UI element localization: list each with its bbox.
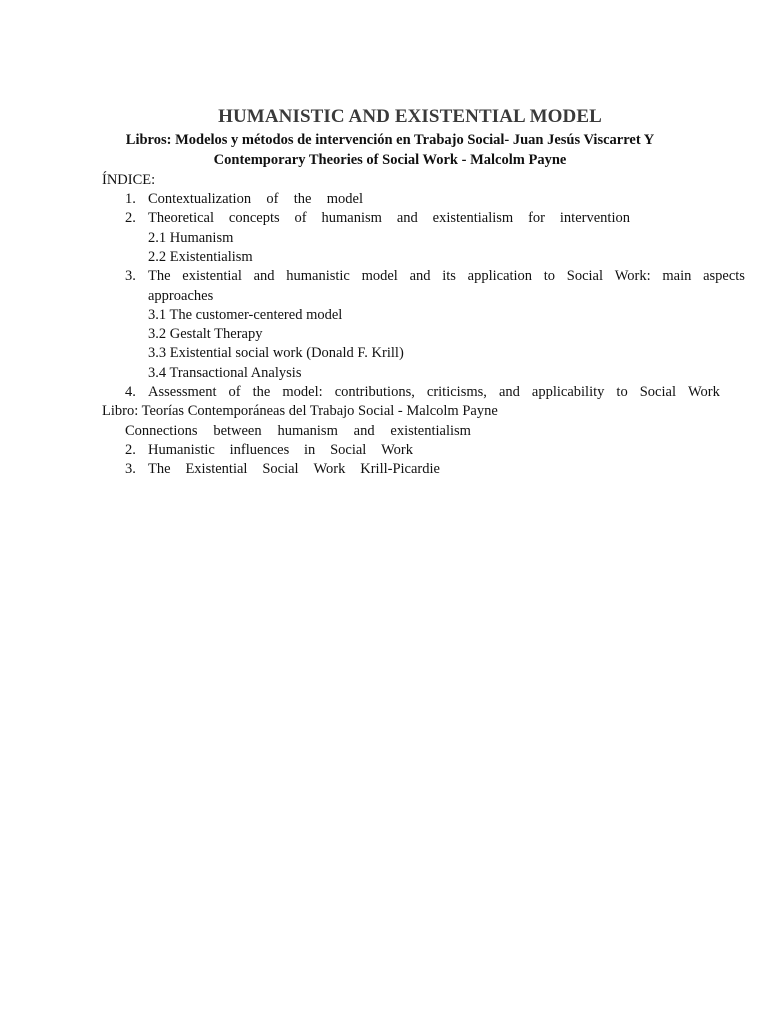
sub-item: 3.3 Existential social work (Donald F. Krill) bbox=[148, 345, 404, 361]
libro-line: Libro: Teorías Contemporáneas del Trabajo Social - Malcolm Payne bbox=[102, 403, 498, 419]
sub-item: 2.2 Existentialism bbox=[148, 249, 253, 265]
list-item-number: 3. bbox=[125, 461, 136, 477]
word: Work bbox=[688, 384, 720, 400]
word: of bbox=[294, 210, 307, 226]
word: Connections bbox=[125, 423, 198, 439]
word: for bbox=[528, 210, 546, 226]
word: Social bbox=[262, 461, 299, 477]
word: aspects bbox=[703, 268, 745, 284]
word: Work: bbox=[614, 268, 651, 284]
word: its bbox=[442, 268, 456, 284]
word: application bbox=[467, 268, 533, 284]
word: in bbox=[304, 442, 316, 458]
word: Existential bbox=[185, 461, 248, 477]
word: to bbox=[543, 268, 556, 284]
word: Assessment bbox=[148, 384, 217, 400]
list-item bbox=[125, 422, 471, 441]
list-item-text bbox=[148, 441, 413, 460]
list-item bbox=[148, 267, 745, 286]
word: model: bbox=[282, 384, 323, 400]
subtitle-books-line-1: Libros: Modelos y métodos de intervención en Trabajo Social- Juan Jesús Viscarret Y bbox=[125, 132, 655, 148]
word: existential bbox=[182, 268, 242, 284]
word: and bbox=[353, 423, 375, 439]
word: concepts bbox=[228, 210, 280, 226]
word: to bbox=[616, 384, 628, 400]
word: Theoretical bbox=[148, 210, 215, 226]
subtitle-books-line-2: Contemporary Theories of Social Work - Malcolm Payne bbox=[213, 152, 567, 168]
word: Work bbox=[313, 461, 346, 477]
list-item-number: 3. bbox=[125, 268, 136, 284]
word: The bbox=[148, 461, 171, 477]
word: Social bbox=[566, 268, 604, 284]
word: and bbox=[498, 384, 520, 400]
list-item bbox=[148, 441, 413, 460]
word: Krill-Picardie bbox=[360, 461, 440, 477]
word: of bbox=[228, 384, 241, 400]
word: humanism bbox=[277, 423, 338, 439]
sub-item: 3.1 The customer-centered model bbox=[148, 307, 343, 323]
sub-item: 2.1 Humanism bbox=[148, 230, 234, 246]
word: Contextualization bbox=[148, 191, 252, 207]
list-item-text bbox=[148, 190, 363, 209]
list-item bbox=[148, 209, 630, 228]
word: and bbox=[409, 268, 431, 284]
word: Humanistic bbox=[148, 442, 215, 458]
list-item-text bbox=[148, 267, 745, 286]
sub-item: 3.4 Transactional Analysis bbox=[148, 365, 302, 381]
word: existentialism bbox=[432, 210, 514, 226]
list-item-text bbox=[148, 383, 720, 402]
word: and bbox=[253, 268, 275, 284]
word: applicability bbox=[531, 384, 605, 400]
word: model bbox=[361, 268, 398, 284]
word: humanistic bbox=[286, 268, 350, 284]
list-item-text bbox=[125, 422, 471, 441]
word: influences bbox=[229, 442, 290, 458]
word: the bbox=[252, 384, 271, 400]
word: Work bbox=[381, 442, 413, 458]
list-item bbox=[148, 190, 363, 209]
word: contributions, bbox=[334, 384, 415, 400]
word: model bbox=[326, 191, 363, 207]
document-title: HUMANISTIC AND EXISTENTIAL MODEL bbox=[218, 106, 602, 127]
list-item-text bbox=[148, 209, 630, 228]
word: existentialism bbox=[390, 423, 471, 439]
word: the bbox=[293, 191, 312, 207]
word: criticisms, bbox=[426, 384, 487, 400]
list-item-continuation: approaches bbox=[148, 288, 214, 304]
list-item-text bbox=[148, 460, 440, 479]
word: and bbox=[396, 210, 418, 226]
word: between bbox=[213, 423, 262, 439]
word: Social bbox=[639, 384, 676, 400]
word: main bbox=[662, 268, 692, 284]
list-item-number: 1. bbox=[125, 191, 136, 207]
list-item bbox=[148, 383, 720, 402]
list-item-number: 2. bbox=[125, 210, 136, 226]
list-item bbox=[148, 460, 440, 479]
word: The bbox=[148, 268, 171, 284]
list-item-number: 4. bbox=[125, 384, 136, 400]
word: intervention bbox=[559, 210, 630, 226]
list-item-number: 2. bbox=[125, 442, 136, 458]
word: humanism bbox=[321, 210, 382, 226]
index-heading: ÍNDICE: bbox=[102, 172, 156, 188]
sub-item: 3.2 Gestalt Therapy bbox=[148, 326, 263, 342]
word: Social bbox=[330, 442, 367, 458]
word: of bbox=[266, 191, 279, 207]
